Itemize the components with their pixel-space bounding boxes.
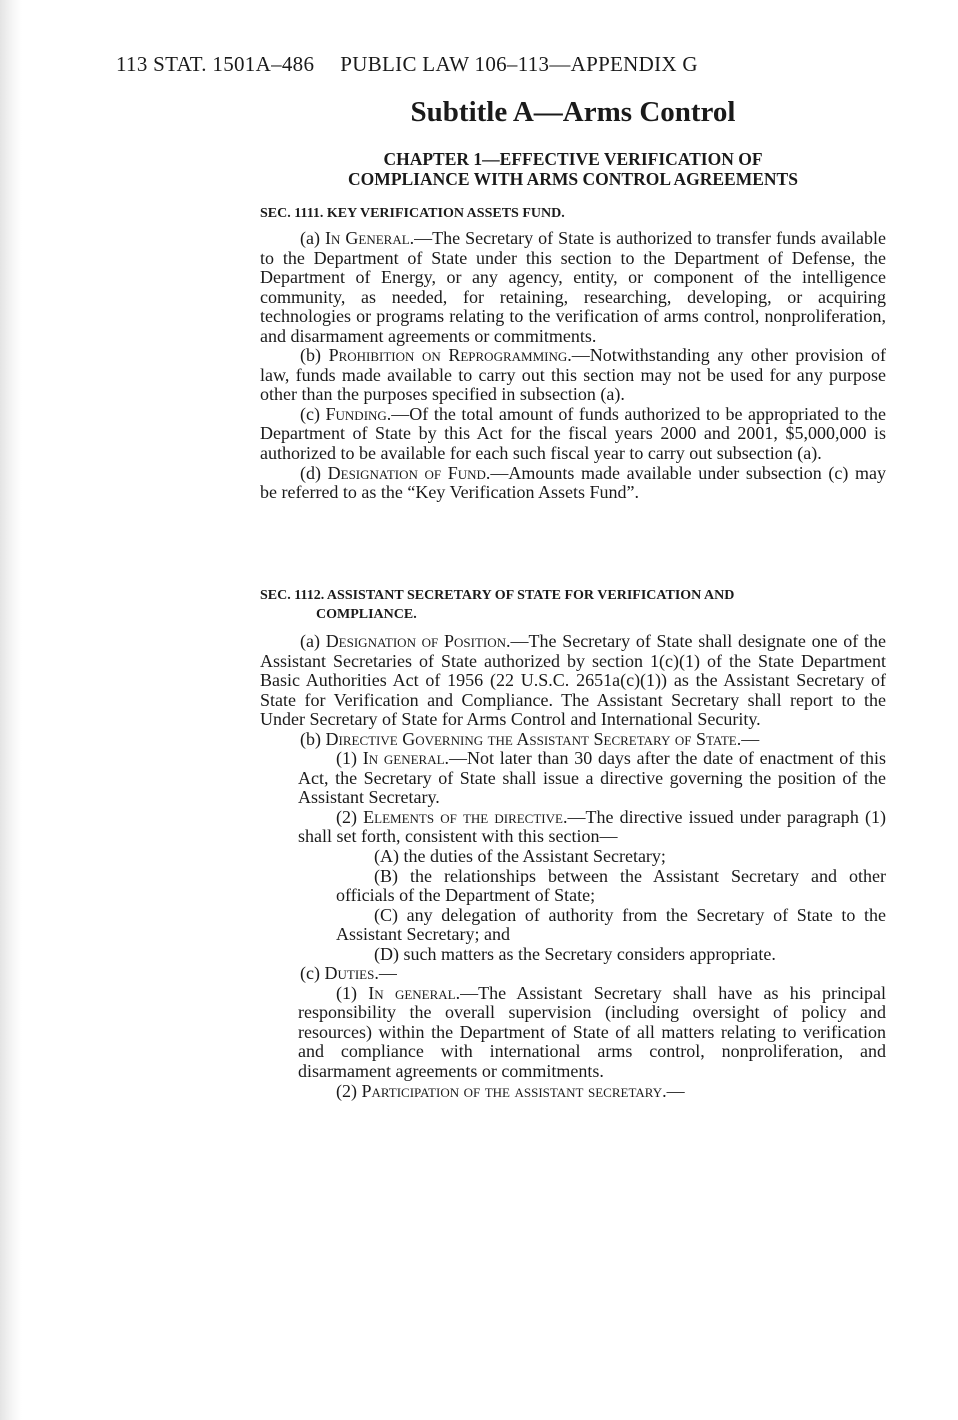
subsection-label: Directive Governing the Assistant Secretary of State. <box>325 728 742 749</box>
subsection-text: — <box>378 963 397 984</box>
sec1112-b-subparagraph-a: (A) the duties of the Assistant Secretary; <box>374 846 666 867</box>
subsection-label: Duties. <box>324 963 379 984</box>
paragraph-label: In general. <box>362 748 450 769</box>
subsection-number: (a) <box>300 228 320 248</box>
paragraph-text: — <box>666 1080 685 1101</box>
scan-edge-shadow <box>0 0 22 1420</box>
paragraph-label: In general. <box>368 982 461 1003</box>
section-1112-heading-line-1: SEC. 1112. ASSISTANT SECRETARY OF STATE FOR VERIFICATION AND <box>260 588 735 603</box>
sec1112-b-subparagraph-d: (D) such matters as the Secretary considers appropriate. <box>374 943 776 964</box>
paragraph-text: —The Assistant Secretary shall have as his principal responsibility the overall supervision (including oversight of policy and resources) within the Department of State of all matters relating to verification and compliance with international arms control, nonproliferation, and disarmament agreements or commitments. <box>298 982 887 1082</box>
sec1111-subsection-c <box>260 405 886 464</box>
sec1112-c-paragraph-2 <box>260 1082 886 1102</box>
sec1112-b-subparagraph-b: (B) the relationships between the Assistant Secretary and other officials of the Department of State; <box>336 865 886 906</box>
subtitle-heading: Subtitle A—Arms Control <box>410 96 736 128</box>
subsection-text: —Amounts made available under subsection (c) may be referred to as the “Key Verification Assets Fund”. <box>260 462 887 503</box>
subsection-number: (b) <box>300 728 321 749</box>
sec1112-subsection-b <box>260 730 886 750</box>
chapter-heading-line-2: COMPLIANCE WITH ARMS CONTROL AGREEMENTS <box>348 169 798 189</box>
chapter-heading <box>260 149 886 189</box>
subsection-label: Funding. <box>325 403 392 424</box>
subsection-label: In General. <box>325 228 415 248</box>
subsection-label: Designation of Fund. <box>327 462 491 483</box>
page-reference: 113 STAT. 1501A–486 <box>116 52 315 76</box>
subsection-text: —The Secretary of State shall designate one of the Assistant Secretaries of State authorized by section 1(c)(1) of the State Department Basic Authorities Act of 1956 (22 U.S.C. 2651a(c)(1)) as the Assistant Secretary of State for Verification and Compliance. The Assistant Secretary shall report to the Under Secretary of State for Arms Control and International Security. <box>260 631 886 730</box>
sec1111-subsection-b <box>260 346 886 405</box>
section-1111-body <box>260 229 886 503</box>
section-1112-heading <box>260 586 734 624</box>
subsection-text: —The Secretary of State is authorized to transfer funds available to the Department of State under this section to the Department of Defense, the Department of Energy, or any agency, entity, or component of the intelligence community, as needed, for retaining, researching, developing, or acquiring technologies or programs relating to the verification of arms control, nonproliferation, and disarmament agreements or commitments. <box>260 228 887 346</box>
section-1111-heading: SEC. 1111. KEY VERIFICATION ASSETS FUND. <box>260 206 565 221</box>
subsection-number: (c) <box>300 963 320 984</box>
paragraph-label: Participation of the assistant secretary. <box>361 1080 667 1101</box>
paragraph-text: —Not later than 30 days after the date of enactment of this Act, the Secretary of State shall issue a directive governing the position of the Assistant Secretary. <box>298 748 887 808</box>
paragraph-number: (2) <box>336 806 357 827</box>
sec1112-b-paragraph-1 <box>260 749 886 808</box>
paragraph-number: (2) <box>336 1080 357 1101</box>
paragraph-number: (1) <box>336 982 357 1003</box>
sec1112-b-paragraph-2 <box>260 808 886 847</box>
subsection-text: —Notwithstanding any other provision of law, funds made available to carry out this section may not be used for any purpose other than the purposes specified in subsection (a). <box>260 345 887 405</box>
subsection-number: (b) <box>300 345 321 366</box>
subsection-text: —Of the total amount of funds authorized to be appropriated to the Department of State by this Act for the fiscal years 2000 and 2001, $5,000,000 is authorized to be available for each such fiscal year to carry out subsection (a). <box>260 403 886 464</box>
subsection-label: Prohibition on Reprogramming. <box>328 345 572 366</box>
sec1111-subsection-a <box>260 229 886 346</box>
law-reference: PUBLIC LAW 106–113—APPENDIX G <box>340 52 698 76</box>
section-1112-heading-line-2: COMPLIANCE. <box>316 607 417 622</box>
paragraph-text: —The directive issued under paragraph (1) shall set forth, consistent with this section— <box>298 806 886 847</box>
subsection-label: Designation of Position. <box>325 631 511 651</box>
paragraph-number: (1) <box>336 748 357 769</box>
chapter-heading-line-1: CHAPTER 1—EFFECTIVE VERIFICATION OF <box>383 149 763 169</box>
section-1112-body <box>260 632 886 1101</box>
sec1111-subsection-d <box>260 464 886 503</box>
running-head <box>116 52 698 77</box>
subsection-number: (a) <box>300 631 320 651</box>
sec1112-c-paragraph-1 <box>260 984 886 1082</box>
sec1112-subsection-a <box>260 632 886 730</box>
paragraph-label: Elements of the directive. <box>363 806 568 827</box>
sec1112-subsection-c <box>260 964 886 984</box>
subsection-number: (c) <box>300 403 320 424</box>
subsection-text: — <box>741 728 760 749</box>
subsection-number: (d) <box>300 462 321 483</box>
sec1112-b-subparagraph-c: (C) any delegation of authority from the Secretary of State to the Assistant Secretary; and <box>336 904 886 945</box>
